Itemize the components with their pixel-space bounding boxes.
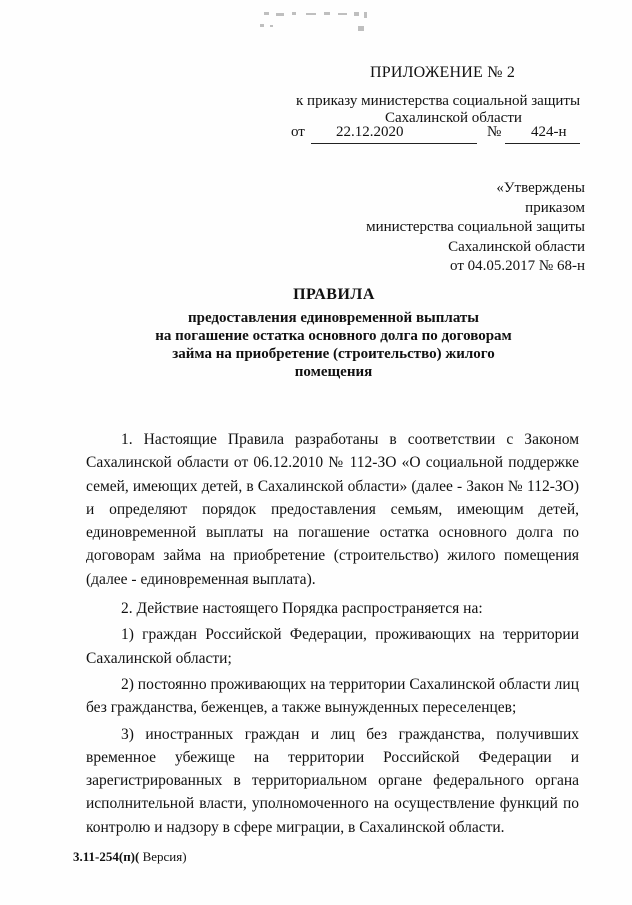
approval-line: приказом: [525, 199, 585, 216]
order-reference: к приказу министерства социальной защиты: [296, 93, 581, 109]
subtitle-line: займа на приобретение (строительство) жилого: [172, 346, 495, 362]
number-prefix: №: [487, 124, 502, 140]
list-item-3: 3) иностранных граждан и лиц без гражданства, получивших временное убежище на территории Российской Федерации и зарегистрированных в территориальном органе федерального органа исполнительной власти, уполномоченного на осуществление функций по контролю и надзору в сфере миграции, в Сахалинской области.: [86, 725, 579, 836]
order-date: 22.12.2020: [336, 124, 404, 140]
document-version: Версия): [139, 849, 187, 864]
subtitle-line: предоставления единовременной выплаты: [187, 310, 480, 326]
paragraph-2: 2. Действие настоящего Порядка распространяется на:: [121, 600, 483, 618]
approval-line: «Утверждены: [496, 180, 585, 196]
approval-block: [366, 179, 585, 277]
approval-line: министерства социальной защиты: [366, 219, 585, 235]
document-body: [86, 428, 579, 839]
document-title: ПРАВИЛА: [293, 286, 375, 303]
subtitle-line: на погашение остатка основного долга по договорам: [155, 328, 512, 344]
subtitle-line: помещения: [294, 364, 373, 380]
appendix-title: ПРИЛОЖЕНИЕ № 2: [370, 64, 516, 81]
approval-line: от 04.05.2017 № 68-н: [450, 258, 585, 274]
scan-artifact: [258, 8, 378, 38]
paragraph-1: 1. Настоящие Правила разработаны в соответствии с Законом Сахалинской области от 06.12.2010 № 112-ЗО «О социальной поддержке семей, имеющих детей, в Сахалинской области» (далее - Закон № 112-ЗО) и определяют порядок предоставления семьям, имеющим детей, единовременной выплаты на погашение остатка основного долга по договорам займа на приобретение (строительство) жилого помещения (далее - единовременная выплата).: [86, 431, 579, 588]
list-item-1: 1) граждан Российской Федерации, проживающих на территории Сахалинской области;: [86, 626, 579, 667]
list-item-2: 2) постоянно проживающих на территории Сахалинской области лиц без гражданства, беженцев, а также вынужденных переселенцев;: [86, 675, 579, 717]
approval-line: Сахалинской области: [448, 238, 585, 255]
order-region: Сахалинской области: [385, 110, 522, 126]
order-number: 424-н: [531, 124, 567, 140]
document-code: 3.11-254(п)(: [73, 849, 140, 864]
date-prefix: от: [291, 124, 305, 140]
document-subtitle: [140, 309, 527, 381]
footer-code: [73, 849, 187, 865]
